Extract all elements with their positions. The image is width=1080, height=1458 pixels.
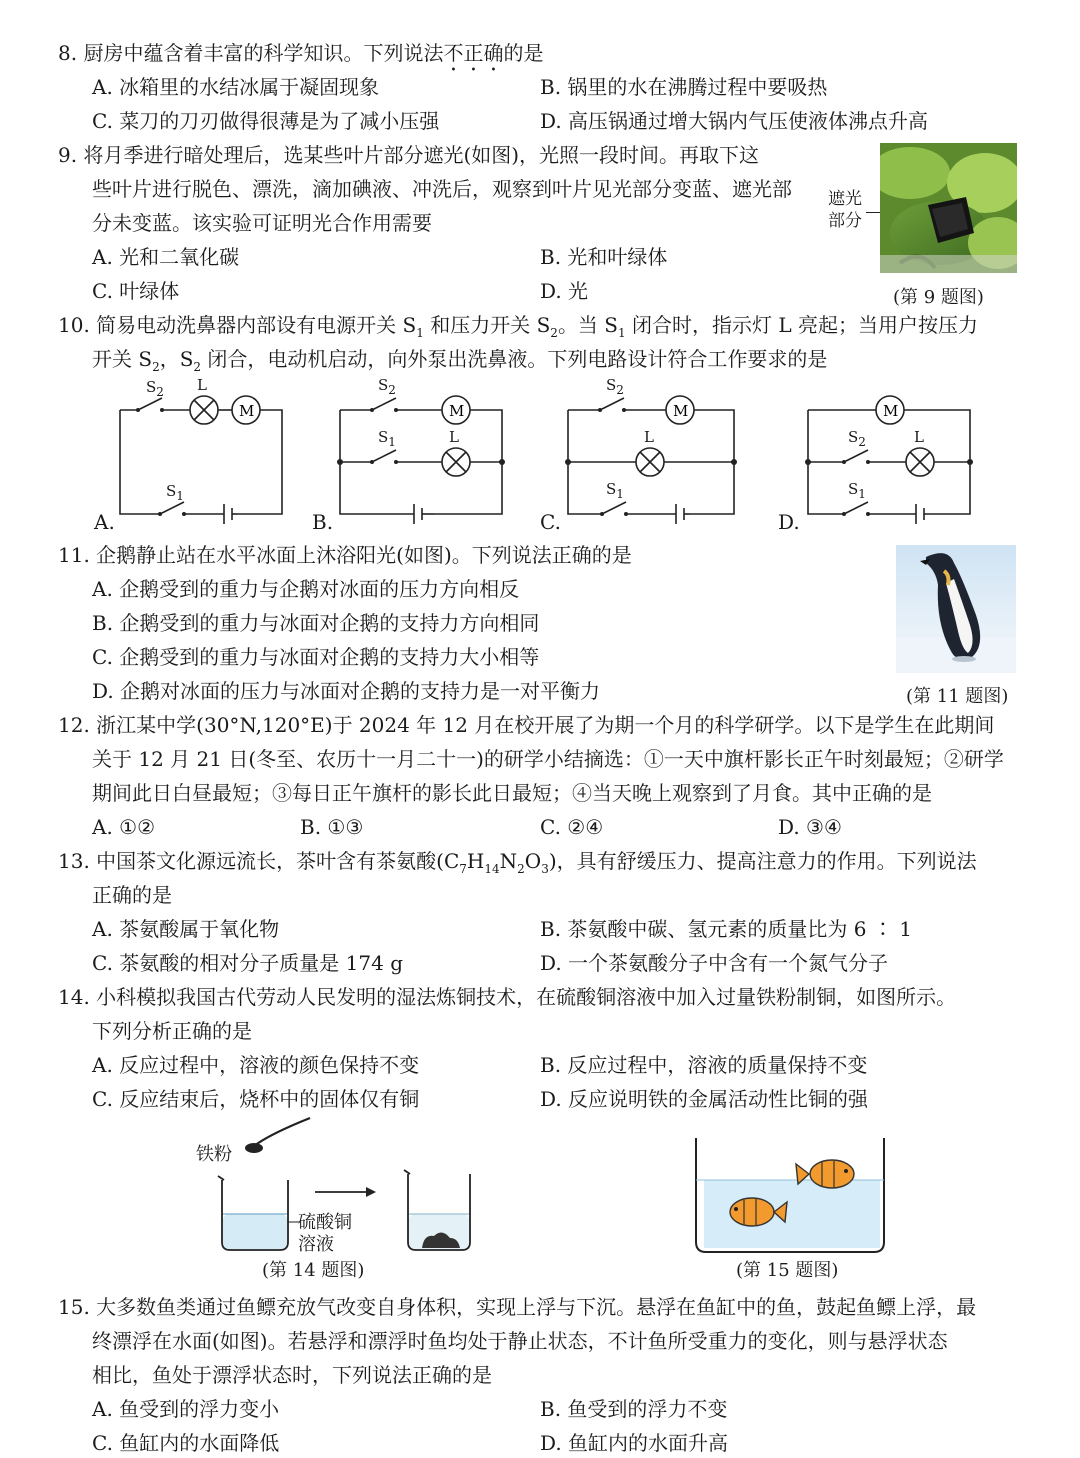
q12-option-c: C. ②④ <box>540 815 604 839</box>
q9-figure-caption: (第 9 题图) <box>893 287 984 308</box>
q14-stem-line2: 下列分析正确的是 <box>92 1019 252 1043</box>
circuit-b: M $S_2$ $S_1$ L <box>316 372 516 536</box>
q9-label-shade-2: 部分 <box>828 211 862 231</box>
svg-text:M: M <box>449 402 465 420</box>
leaf-photo <box>880 143 1017 273</box>
q15-stem-line1: 15. 大多数鱼类通过鱼鳔充放气改变自身体积，实现上浮与下沉。悬浮在鱼缸中的鱼，鼓起鱼鳔上浮，最 <box>58 1295 977 1319</box>
svg-text:M: M <box>239 402 255 420</box>
q10-stem-line1: 10. 简易电动洗鼻器内部设有电源开关 $S_1$ 和压力开关 $S_2$。当 $S_1$ 闭合时，指示灯 L 亮起；当用户按压力 <box>58 313 978 340</box>
q13-stem-line1: 13. 中国茶文化源远流长，茶叶含有茶氨酸$(C_7H_{14}N_2O_3)$，具有舒缓压力、提高注意力的作用。下列说法 <box>58 849 977 876</box>
q12-stem-line2: 关于 12 月 21 日(冬至、农历十一月二十一)的研学小结摘选：①一天中旗杆影长正午时刻最短；②研学 <box>92 747 1004 771</box>
copper-sulfate-label-1: 硫酸铜 <box>298 1212 352 1233</box>
q9-stem-line3: 分未变蓝。该实验可证明光合作用需要 <box>92 211 432 235</box>
q8-option-c: C. 菜刀的刀刃做得很薄是为了减小压强 <box>92 109 440 133</box>
q8-option-a: A. 冰箱里的水结冰属于凝固现象 <box>92 75 380 99</box>
q13-option-a: A. 茶氨酸属于氧化物 <box>92 917 280 941</box>
q11-option-b: B. 企鹅受到的重力与冰面对企鹅的支持力方向相同 <box>92 611 540 635</box>
q8-emphasis: 不正确 <box>443 41 504 65</box>
q8-option-b: B. 锅里的水在沸腾过程中要吸热 <box>540 75 828 99</box>
iron-powder-label: 铁粉 <box>196 1144 232 1165</box>
q9-label-shade-1: 遮光 <box>828 189 862 209</box>
q10-stem-line2: 开关 $S_2$，$S_2$ 闭合，电动机启动，向外泵出洗鼻液。下列电路设计符合工作要求的是 <box>92 347 828 374</box>
q12-stem-line1: 12. 浙江某中学(30°N,120°E)于 2024 年 12 月在校开展了为期一个月的科学研学。以下是学生在此期间 <box>58 713 995 737</box>
penguin-photo <box>896 545 1016 673</box>
q11-option-a: A. 企鹅受到的重力与企鹅对冰面的压力方向相反 <box>92 577 520 601</box>
circuit-a: M $S_2$ L $S_1$ <box>96 372 296 536</box>
q15-figure-caption: (第 15 题图) <box>736 1260 839 1281</box>
q9-stem-line2: 些叶片进行脱色、漂洗，滴加碘液、冲洗后，观察到叶片见光部分变蓝、遮光部 <box>92 177 792 201</box>
circuit-c: M $S_2$ L $S_1$ <box>544 372 744 536</box>
q11-option-c: C. 企鹅受到的重力与冰面对企鹅的支持力大小相等 <box>92 645 540 669</box>
q12-option-d: D. ③④ <box>778 815 842 839</box>
q13-stem-line2: 正确的是 <box>92 883 172 907</box>
q9-option-a: A. 光和二氧化碳 <box>92 245 240 269</box>
circuit-b-label: B. <box>312 510 334 534</box>
circuit-d-label: D. <box>778 510 800 534</box>
q15-option-b: B. 鱼受到的浮力不变 <box>540 1397 728 1421</box>
copper-sulfate-label-2: 溶液 <box>298 1234 334 1255</box>
fish-tank-figure <box>692 1134 888 1260</box>
q9-option-c: C. 叶绿体 <box>92 279 180 303</box>
q12-option-a: A. ①② <box>92 815 156 839</box>
q15-stem-line2: 终漂浮在水面(如图)。若悬浮和漂浮时鱼均处于静止状态，不计鱼所受重力的变化，则与悬浮状态 <box>92 1329 948 1353</box>
q9-option-d: D. 光 <box>540 279 589 303</box>
svg-text:M: M <box>883 402 899 420</box>
q11-figure-caption: (第 11 题图) <box>906 686 1009 707</box>
q14-option-c: C. 反应结束后，烧杯中的固体仅有铜 <box>92 1087 420 1111</box>
svg-text:M: M <box>673 402 689 420</box>
q14-option-a: A. 反应过程中，溶液的颜色保持不变 <box>92 1053 420 1077</box>
q14-option-d: D. 反应说明铁的金属活动性比铜的强 <box>540 1087 869 1111</box>
q12-option-b: B. ①③ <box>300 815 364 839</box>
q8-stem: 8. 厨房中蕴含着丰富的科学知识。下列说法不正确的是 <box>58 41 544 65</box>
q15-option-d: D. 鱼缸内的水面升高 <box>540 1431 729 1455</box>
q9-stem-line1: 9. 将月季进行暗处理后，选某些叶片部分遮光(如图)，光照一段时间。再取下这 <box>58 143 760 167</box>
q15-option-c: C. 鱼缸内的水面降低 <box>92 1431 280 1455</box>
q14-option-b: B. 反应过程中，溶液的质量保持不变 <box>540 1053 868 1077</box>
q14-figure <box>196 1110 480 1264</box>
circuit-d: M $S_2$ L $S_1$ <box>784 372 984 536</box>
q14-figure-caption: (第 14 题图) <box>262 1260 365 1281</box>
q15-stem-line3: 相比，鱼处于漂浮状态时，下列说法正确的是 <box>92 1363 492 1387</box>
q15-option-a: A. 鱼受到的浮力变小 <box>92 1397 280 1421</box>
circuit-c-label: C. <box>540 510 561 534</box>
q9-option-b: B. 光和叶绿体 <box>540 245 668 269</box>
q12-stem-line3: 期间此日白昼最短；③每日正午旗杆的影长此日最短；④当天晚上观察到了月食。其中正确的是 <box>92 781 932 805</box>
q13-option-c: C. 茶氨酸的相对分子质量是 174 g <box>92 951 403 975</box>
q11-option-d: D. 企鹅对冰面的压力与冰面对企鹅的支持力是一对平衡力 <box>92 679 601 703</box>
q13-option-d: D. 一个茶氨酸分子中含有一个氮气分子 <box>540 951 889 975</box>
q11-stem: 11. 企鹅静止站在水平冰面上沐浴阳光(如图)。下列说法正确的是 <box>58 543 632 567</box>
q8-option-d: D. 高压锅通过增大锅内气压使液体沸点升高 <box>540 109 929 133</box>
q13-option-b: B. 茶氨酸中碳、氢元素的质量比为 6 ∶ 1 <box>540 917 912 941</box>
circuit-a-label: A. <box>94 510 115 534</box>
q14-stem-line1: 14. 小科模拟我国古代劳动人民发明的湿法炼铜技术，在硫酸铜溶液中加入过量铁粉制铜，如图所示。 <box>58 985 957 1009</box>
